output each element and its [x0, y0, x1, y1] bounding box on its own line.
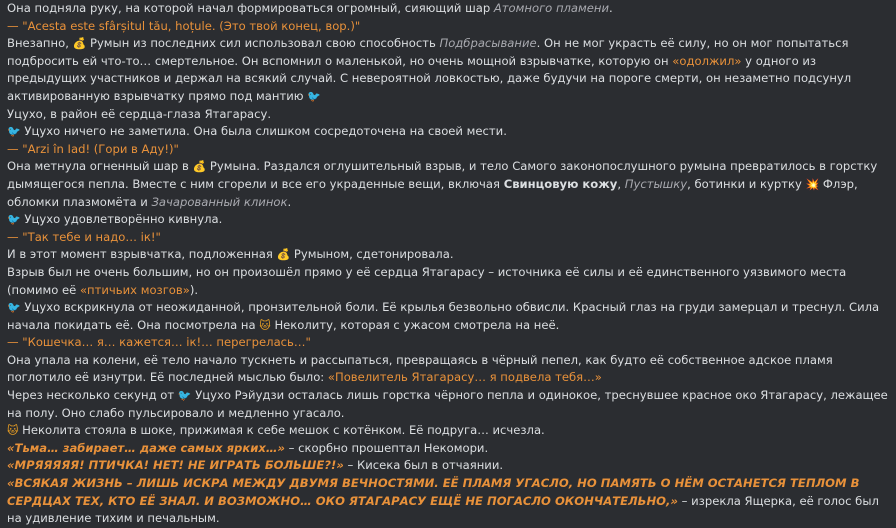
text: , [617, 176, 625, 191]
paragraph-9 [7, 352, 891, 387]
quote-line [7, 18, 891, 36]
quote-text: — "Acesta este sfârșitul tău, hoțule. (Это твой конец, вор.)" [7, 18, 361, 33]
text: И в этот момент взрывчатка, подложенная [7, 247, 277, 262]
bird-icon: 🐦 [7, 125, 21, 139]
item-name: Зачарованный клинок [151, 194, 288, 209]
paragraph-12 [7, 440, 891, 458]
highlight-text: «ВСЯКАЯ ЖИЗНЬ – ЛИШЬ ИСКРА МЕЖДУ ДВУМЯ ВЕЧНОСТЯМИ. ЕЁ ПЛАМЯ УГАСЛО, НО ПАМЯТЬ О НЁМ ОСТАНЕТСЯ ТЕПЛОМ В СЕРДЦАХ ТЕХ, КТО ЕЁ ЗНАЛ. И ВОЗМОЖНО… ОКО ЯТАГАРАСУ ЕЩЁ НЕ ПОГАСЛО ОКОНЧАТЕЛЬНО,» [7, 476, 860, 508]
paragraph-4 [7, 158, 891, 211]
cat-icon: 🐱 [259, 318, 271, 332]
paragraph-5 [7, 211, 891, 229]
text: Флэр, обломки плазмомёта и [7, 176, 858, 209]
text: Уцухо Рэйудзи осталась лишь горстка чёрного пепла и одинокое, треснувшее красное око Ятагарасу, лежащее на полу. Оно слабо пульсировало и медленно угасало. [7, 388, 888, 420]
ability-name: Подбрасывание [439, 36, 537, 51]
highlight-text: «Тьма… забирает… даже самых ярких…» [7, 440, 285, 455]
paragraph-2 [7, 35, 891, 123]
text: ). [189, 282, 199, 297]
text: Неколиту, которая с ужасом смотрела на неё. [274, 317, 560, 332]
quote-text: — "Кошечка… я… кажется… ік!… перегрелась…" [7, 335, 311, 350]
text: – скорбно прошептал Некомори. [284, 440, 489, 455]
highlight-text: «МРЯЯЯЯЯ! ПТИЧКА! НЕТ! НЕ ИГРАТЬ БОЛЬШЕ?!» [7, 458, 344, 473]
money-bag-icon: 💰 [72, 37, 87, 51]
cat-icon: 🐱 [7, 424, 19, 438]
text: Уцухо, в район её сердца-глаза Ятагарасу. [7, 106, 272, 121]
text: Она метнула огненный шар в [7, 159, 193, 174]
text: Уцухо удовлетворённо кивнула. [24, 212, 223, 227]
text: Она подняла руку, на которой начал формироваться огромный, сияющий шар [7, 1, 494, 15]
paragraph-13 [7, 457, 891, 475]
text: Румын из последних сил использовал свою способность [89, 36, 440, 51]
message-content [7, 0, 891, 528]
paragraph-8 [7, 299, 891, 334]
money-bag-icon: 💰 [192, 160, 207, 174]
ability-name: Атомного пламени [493, 1, 610, 15]
bird-icon: 🐦 [307, 89, 321, 103]
highlight-text: «одолжил» [672, 53, 742, 68]
quote-line [7, 141, 891, 159]
text: Она упала на колени, её тело начало тускнеть и рассыпаться, превращаясь в чёрный пепел, как будто её собственное адское пламя поглотило её изнутри. Её последней мыслью было: [7, 352, 833, 385]
text: Уцухо вскрикнула от неожиданной, пронзительной боли. Её крылья безвольно обвисли. Красный глаз на груди замерцал и треснул. Сила начала покидать её. Она посмотрела на [7, 300, 880, 332]
bird-icon: 🐦 [177, 389, 192, 403]
text: Взрыв был не очень большим, но он произошёл прямо у её сердца Ятагарасу – источника её силы и её единственного уязвимого места (помимо её [7, 264, 847, 297]
text: Румыном, сдетонировала. [293, 247, 454, 262]
paragraph-1 [7, 0, 891, 18]
paragraph-7 [7, 264, 891, 299]
quote-text: — "Так тебе и надо… ік!" [7, 229, 161, 244]
paragraph-6 [7, 246, 891, 264]
text: , ботинки и куртку [687, 176, 806, 191]
bird-icon: 🐦 [7, 213, 21, 227]
text: Румына. Раздался оглушительный взрыв, и тело Самого законопослушного румына превратилось в горстку дымящегося пепла. Вместе с ним сгорели и все его украденные вещи, включая [7, 159, 878, 191]
paragraph-3 [7, 123, 891, 141]
text: – изрекла Ящерка, её голос был на удивление тихим и печальным. [7, 493, 879, 526]
text: Уцухо ничего не заметила. Она была слишком сосредоточена на своей мести. [24, 124, 507, 139]
quote-line [7, 334, 891, 352]
item-name: Пустышку [624, 176, 688, 191]
money-bag-icon: 💰 [276, 248, 291, 262]
text: . Он не мог украсть её силу, но он мог попытаться подбросить ей что-то… смертельное. Он вспомнил о маленькой, но очень мощной взрывчатке, которую он [7, 36, 849, 68]
quote-text: — "Arzi în Iad! (Гори в Аду!)" [7, 141, 179, 156]
text: . [287, 194, 292, 209]
text: Через несколько секунд от [7, 388, 178, 403]
paragraph-10 [7, 387, 891, 422]
text: Внезапно, [7, 36, 73, 51]
highlight-text: «Повелитель Ятагарасу… я подвела тебя…» [327, 370, 602, 385]
explosion-icon: 💥 [805, 177, 820, 191]
paragraph-14 [7, 475, 891, 528]
quote-line [7, 229, 891, 247]
bird-icon: 🐦 [7, 301, 21, 315]
text: . [609, 1, 613, 15]
text: – Кисека был в отчаянии. [343, 458, 504, 473]
highlight-text: «птичьих мозгов» [79, 282, 190, 297]
item-name: Свинцовую кожу [503, 176, 618, 191]
paragraph-11 [7, 422, 891, 440]
text: у одного из предыдущих участников и держал на всякий случай. С невероятной ловкостью, даже будучи на пороге смерти, он незаметно подсунул активированную взрывчатку прямо под мантию [7, 53, 852, 103]
text: Неколита стояла в шоке, прижимая к себе мешок с котёнком. Её подруга… исчезла. [22, 423, 545, 438]
